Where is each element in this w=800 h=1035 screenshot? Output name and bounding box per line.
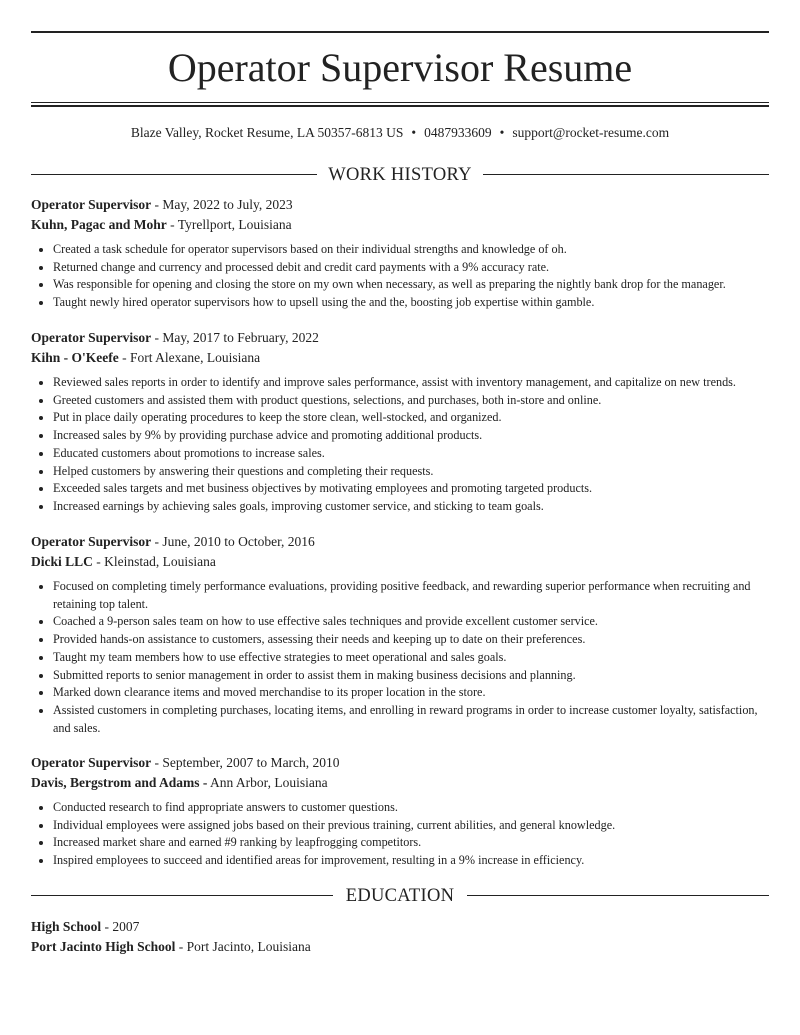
job-entry (31, 195, 769, 312)
section-rule-right (483, 174, 769, 175)
job-bullet: • Focused on completing timely performance evaluations, providing positive feedback, and rewarding superior performance when recruiting and retaining top talent. (53, 578, 769, 613)
job-entry (31, 328, 769, 516)
job-company-line (31, 215, 769, 235)
education-degree-line (31, 917, 769, 937)
section-rule-right (467, 895, 769, 896)
job-bullet: • Taught my team members how to use effective strategies to meet operational and sales goals. (53, 649, 769, 667)
education-location: - Port Jacinto, Louisiana (175, 939, 311, 954)
job-title: Operator Supervisor (31, 755, 152, 770)
contact-separator: • (411, 125, 417, 140)
job-location: Ann Arbor, Louisiana (207, 775, 328, 790)
job-title: Operator Supervisor (31, 534, 152, 549)
job-bullet: • Put in place daily operating procedures to keep the store clean, well-stocked, and organized. (53, 409, 769, 427)
job-company: Kuhn, Pagac and Mohr (31, 217, 167, 232)
job-bullet: • Provided hands-on assistance to customers, assessing their needs and keeping up to date on their preferences. (53, 631, 769, 649)
job-title-line (31, 195, 769, 215)
job-title: Operator Supervisor (31, 197, 152, 212)
education-school: Port Jacinto High School (31, 939, 176, 954)
job-company: Davis, Bergstrom and Adams - (31, 775, 208, 790)
job-entry (31, 532, 769, 737)
job-company: Dicki LLC (31, 554, 93, 569)
job-dates: - May, 2022 to July, 2023 (151, 197, 293, 212)
job-dates: - June, 2010 to October, 2016 (151, 534, 315, 549)
contact-phone: 0487933609 (424, 125, 492, 140)
job-company-line (31, 348, 769, 368)
education-degree: High School (31, 919, 102, 934)
job-bullet: • Assisted customers in completing purchases, locating items, and enrolling in reward programs in order to increase customer loyalty, satisfaction, and sales. (53, 702, 769, 737)
work-history-heading (31, 163, 769, 187)
job-dates: - May, 2017 to February, 2022 (151, 330, 319, 345)
job-bullet: • Coached a 9-person sales team on how to use effective sales techniques and provide excellent customer service. (53, 613, 769, 631)
education-school-line (31, 937, 769, 957)
contact-separator: • (499, 125, 505, 140)
job-location: - Fort Alexane, Louisiana (118, 350, 261, 365)
job-bullet: • Helped customers by answering their questions and completing their requests. (53, 463, 769, 481)
job-bullet: • Increased earnings by achieving sales goals, improving customer service, and sticking to team goals. (53, 498, 769, 516)
job-company: Kihn - O'Keefe (31, 350, 119, 365)
job-bullets (31, 799, 769, 870)
job-bullets (31, 578, 769, 737)
job-bullet: • Educated customers about promotions to increase sales. (53, 445, 769, 463)
job-bullet: • Greeted customers and assisted them with product questions, selections, and purchases, both in-store and online. (53, 392, 769, 410)
job-title-line (31, 532, 769, 552)
job-title-line (31, 753, 769, 773)
job-location: - Kleinstad, Louisiana (92, 554, 216, 569)
contact-email: support@rocket-resume.com (512, 125, 670, 140)
job-bullet: • Taught newly hired operator supervisors how to upsell using the and the, boosting job expertise within gamble. (53, 294, 769, 312)
job-bullet: • Marked down clearance items and moved merchandise to its proper location in the store. (53, 684, 769, 702)
job-bullet: • Returned change and currency and processed debit and credit card payments with a 9% accuracy rate. (53, 259, 769, 277)
job-bullet: • Increased market share and earned #9 ranking by leapfrogging competitors. (53, 834, 769, 852)
contact-line (0, 124, 800, 142)
title-rule-upper (31, 102, 769, 103)
job-title-line (31, 328, 769, 348)
job-bullet: • Conducted research to find appropriate answers to customer questions. (53, 799, 769, 817)
job-dates: - September, 2007 to March, 2010 (151, 755, 340, 770)
education-year: - 2007 (101, 919, 140, 934)
section-title: WORK HISTORY (328, 165, 472, 185)
job-bullet: • Created a task schedule for operator supervisors based on their individual strengths and knowledge of oh. (53, 241, 769, 259)
job-location: - Tyrellport, Louisiana (166, 217, 292, 232)
education-entry (31, 917, 769, 957)
job-bullet: • Increased sales by 9% by providing purchase advice and promoting additional products. (53, 427, 769, 445)
top-rule (31, 31, 769, 33)
job-bullet: • Individual employees were assigned jobs based on their previous training, current abilities, and general knowledge. (53, 817, 769, 835)
job-bullet: • Exceeded sales targets and met business objectives by motivating employees and promoting targeted products. (53, 480, 769, 498)
job-bullet: • Reviewed sales reports in order to identify and improve sales performance, assist with inventory management, and capitalize on new trends. (53, 374, 769, 392)
job-company-line (31, 552, 769, 572)
job-bullet: • Submitted reports to senior management in order to assist them in making business decisions and planning. (53, 667, 769, 685)
contact-address: Blaze Valley, Rocket Resume, LA 50357-6813 US (130, 125, 404, 140)
job-bullet: • Inspired employees to succeed and identified areas for improvement, resulting in a 9% increase in efficiency. (53, 852, 769, 870)
job-entry (31, 753, 769, 870)
job-bullet: • Was responsible for opening and closing the store on my own when necessary, as well as preparing the nightly bank drop for the manager. (53, 276, 769, 294)
page-title: Operator Supervisor Resume (167, 45, 633, 90)
section-title: EDUCATION (345, 886, 455, 906)
education-heading (31, 884, 769, 908)
job-company-line (31, 773, 769, 793)
job-bullets (31, 241, 769, 312)
job-title: Operator Supervisor (31, 330, 152, 345)
title-rule-lower (31, 105, 769, 107)
job-bullets (31, 374, 769, 516)
